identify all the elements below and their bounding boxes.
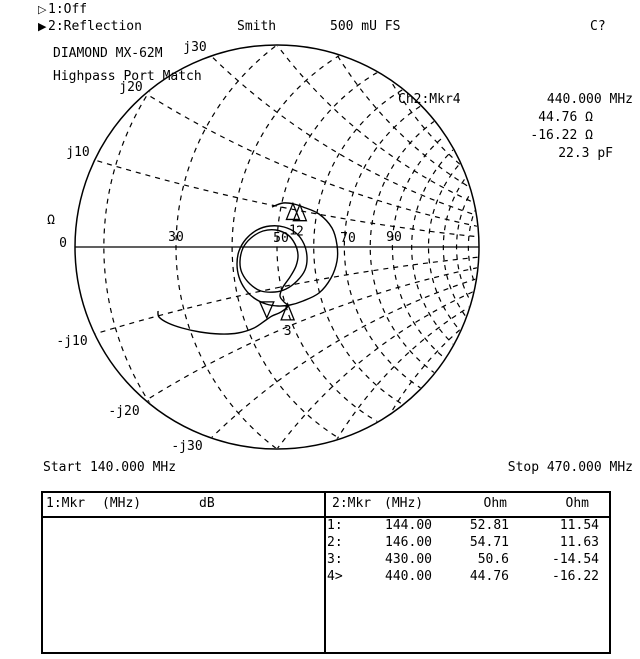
table-left-value-unit: dB — [199, 496, 215, 511]
channel2-marker-icon: ▶ — [38, 20, 47, 33]
table-left-title: 1:Mkr — [46, 496, 86, 511]
row-re: 44.76 — [469, 569, 509, 584]
row-im: 11.54 — [559, 518, 599, 533]
marker-3-number: 3 — [283, 323, 292, 339]
marker-table — [41, 491, 611, 654]
readout-frequency: 440.000 MHz — [546, 92, 633, 107]
row-im: 11.63 — [559, 535, 599, 550]
marker-table-header-rule — [43, 516, 609, 518]
sweep-start-label: Start 140.000 MHz — [43, 460, 177, 475]
channel1-marker-icon: ▷ — [38, 3, 47, 16]
grid-label-j20: j20 — [119, 80, 143, 95]
table-left-freq-unit: (MHz) — [102, 496, 142, 511]
dut-title-line1: DIAMOND MX-62M — [53, 46, 163, 61]
row-re: 54.71 — [469, 535, 509, 550]
marker-1-number: 1 — [289, 223, 297, 239]
scale-label: 500 mU FS — [330, 19, 401, 34]
format-label: Smith — [237, 19, 277, 34]
dut-title-line2: Highpass Port Match — [53, 69, 202, 84]
grid-label-r90: 90 — [386, 230, 402, 245]
row-id: 4> — [327, 569, 343, 584]
row-re: 50.6 — [477, 552, 509, 567]
table-right-im-unit: Ohm — [565, 496, 589, 511]
readout-capacitance: 22.3 pF — [558, 146, 613, 161]
row-id: 1: — [327, 518, 343, 533]
table-right-freq-unit: (MHz) — [384, 496, 424, 511]
grid-label-minus-j30: -j30 — [171, 439, 203, 454]
row-freq: 440.00 — [385, 569, 432, 584]
readout-source: Ch2:Mkr4 — [398, 92, 461, 107]
row-freq: 430.00 — [385, 552, 432, 567]
row-im: -16.22 — [552, 569, 599, 584]
channel1-label: 1:Off — [48, 2, 88, 17]
table-right-title: 2:Mkr — [332, 496, 372, 511]
grid-label-r70: 70 — [340, 231, 356, 246]
grid-label-zero: 0 — [59, 236, 67, 251]
row-id: 2: — [327, 535, 343, 550]
grid-label-minus-j20: -j20 — [108, 404, 140, 419]
grid-label-j10: j10 — [66, 145, 90, 160]
cal-status-label: C? — [590, 19, 606, 34]
grid-label-r50: 50 — [273, 231, 289, 246]
grid-label-r30: 30 — [168, 230, 184, 245]
row-im: -14.54 — [552, 552, 599, 567]
row-re: 52.81 — [469, 518, 509, 533]
table-right-re-unit: Ohm — [483, 496, 507, 511]
sweep-stop-label: Stop 470.000 MHz — [507, 460, 633, 475]
marker-2-number: 2 — [295, 224, 304, 240]
grid-label-ohm-unit: Ω — [47, 213, 55, 228]
readout-reactance: -16.22 Ω — [530, 128, 593, 143]
channel2-label: 2:Reflection — [48, 19, 142, 34]
readout-resistance: 44.76 Ω — [538, 110, 593, 125]
grid-label-j30: j30 — [183, 40, 207, 55]
grid-label-minus-j10: -j10 — [56, 334, 88, 349]
row-id: 3: — [327, 552, 343, 567]
row-freq: 144.00 — [385, 518, 432, 533]
row-freq: 146.00 — [385, 535, 432, 550]
